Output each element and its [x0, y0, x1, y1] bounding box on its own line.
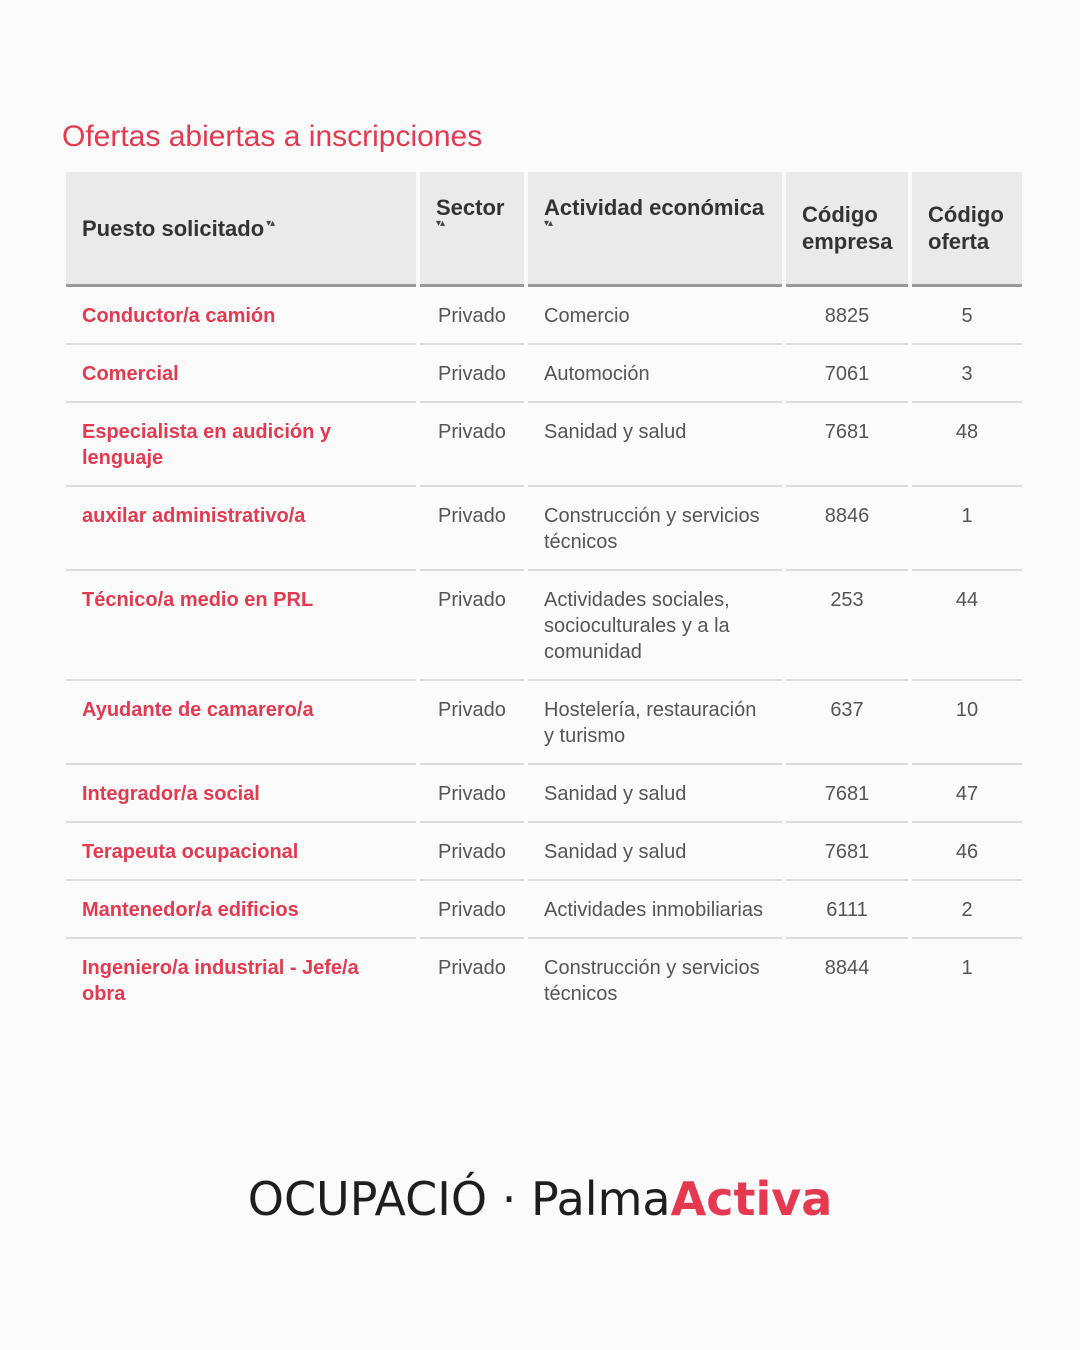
column-header-sector-label: Sector: [436, 195, 505, 220]
codigo-empresa-cell: 7681: [786, 823, 908, 881]
column-header-codigo-oferta: [912, 172, 1022, 287]
sector-cell: Privado: [420, 345, 524, 403]
codigo-oferta-cell: 1: [961, 957, 973, 979]
table-row: [66, 571, 1022, 681]
actividad-cell: Actividades inmobiliarias: [528, 881, 782, 939]
job-title-link[interactable]: Comercial: [66, 345, 416, 403]
column-header-actividad[interactable]: [528, 172, 782, 287]
codigo-oferta-cell: 47: [912, 765, 1022, 823]
column-header-puesto-label: Puesto solicitado: [82, 215, 265, 241]
job-title-link[interactable]: Ingeniero/a industrial - Jefe/a obra: [82, 957, 359, 1005]
sort-icon[interactable]: ▾▴: [266, 217, 275, 229]
codigo-empresa-cell: 637: [786, 681, 908, 765]
column-header-codigo-empresa-line2: empresa: [802, 229, 893, 254]
column-header-codigo-empresa: [786, 172, 908, 287]
sort-icon[interactable]: ▾▴: [436, 218, 445, 229]
table-row: [66, 403, 1022, 487]
sector-cell: Privado: [420, 571, 524, 681]
job-title-link[interactable]: Técnico/a medio en PRL: [66, 571, 416, 681]
codigo-empresa-cell: 7681: [786, 765, 908, 823]
actividad-cell: Actividades sociales, socioculturales y a la comunidad: [528, 571, 782, 681]
brand-accent: Activa: [670, 1172, 833, 1226]
table-row: [66, 487, 1022, 571]
codigo-empresa-cell: 8844: [824, 957, 870, 979]
codigo-oferta-cell: 44: [912, 571, 1022, 681]
table-header-row: [66, 172, 1022, 287]
sector-cell: Privado: [420, 681, 524, 765]
table-row: [66, 345, 1022, 403]
sector-cell: Privado: [420, 287, 524, 345]
codigo-oferta-cell: 10: [912, 681, 1022, 765]
table-row: [66, 765, 1022, 823]
sector-cell: Privado: [420, 823, 524, 881]
codigo-oferta-cell: 48: [912, 403, 1022, 487]
sort-icon[interactable]: ▾▴: [544, 218, 553, 229]
codigo-empresa-cell: 6111: [786, 881, 908, 939]
table-row: [66, 939, 1022, 1021]
actividad-cell: Comercio: [528, 287, 782, 345]
codigo-oferta-cell: 3: [912, 345, 1022, 403]
brand-footer: [0, 1172, 1080, 1226]
column-header-puesto[interactable]: [66, 172, 416, 287]
job-title-link[interactable]: Terapeuta ocupacional: [66, 823, 416, 881]
codigo-oferta-cell: 5: [912, 287, 1022, 345]
job-title-link[interactable]: Integrador/a social: [66, 765, 416, 823]
table-row: [66, 881, 1022, 939]
codigo-oferta-cell: 46: [912, 823, 1022, 881]
sector-cell: Privado: [420, 487, 524, 571]
actividad-cell: Construcción y servicios técnicos: [528, 487, 782, 571]
job-title-link[interactable]: auxilar administrativo/a: [66, 487, 416, 571]
actividad-cell: Automoción: [528, 345, 782, 403]
sector-cell: Privado: [438, 957, 506, 979]
job-title-link[interactable]: Mantenedor/a edificios: [66, 881, 416, 939]
actividad-cell: Sanidad y salud: [528, 403, 782, 487]
actividad-cell: Hostelería, restauración y turismo: [528, 681, 782, 765]
actividad-cell: Sanidad y salud: [528, 823, 782, 881]
table-row: [66, 823, 1022, 881]
page-title: Ofertas abiertas a inscripciones: [62, 120, 483, 153]
actividad-cell: Construcción y servicios técnicos: [544, 957, 760, 1005]
brand-prefix: OCUPACIÓ · Palma: [247, 1172, 671, 1226]
table-row: [66, 681, 1022, 765]
column-header-codigo-empresa-line1: Código: [802, 202, 878, 227]
actividad-cell: Sanidad y salud: [528, 765, 782, 823]
sector-cell: Privado: [420, 403, 524, 487]
codigo-oferta-cell: 1: [912, 487, 1022, 571]
column-header-sector[interactable]: [420, 172, 524, 287]
job-title-link[interactable]: Especialista en audición y lenguaje: [66, 403, 416, 487]
offers-table: [62, 172, 1026, 1021]
codigo-empresa-cell: 253: [786, 571, 908, 681]
column-header-codigo-oferta-line1: Código: [928, 202, 1004, 227]
table-row: [66, 287, 1022, 345]
codigo-empresa-cell: 8846: [786, 487, 908, 571]
job-title-link[interactable]: Ayudante de camarero/a: [66, 681, 416, 765]
codigo-empresa-cell: 8825: [786, 287, 908, 345]
job-title-link[interactable]: Conductor/a camión: [66, 287, 416, 345]
column-header-actividad-label: Actividad económica: [544, 195, 765, 220]
codigo-empresa-cell: 7681: [786, 403, 908, 487]
sector-cell: Privado: [420, 881, 524, 939]
codigo-oferta-cell: 2: [912, 881, 1022, 939]
codigo-empresa-cell: 7061: [786, 345, 908, 403]
sector-cell: Privado: [420, 765, 524, 823]
column-header-codigo-oferta-line2: oferta: [928, 229, 990, 254]
